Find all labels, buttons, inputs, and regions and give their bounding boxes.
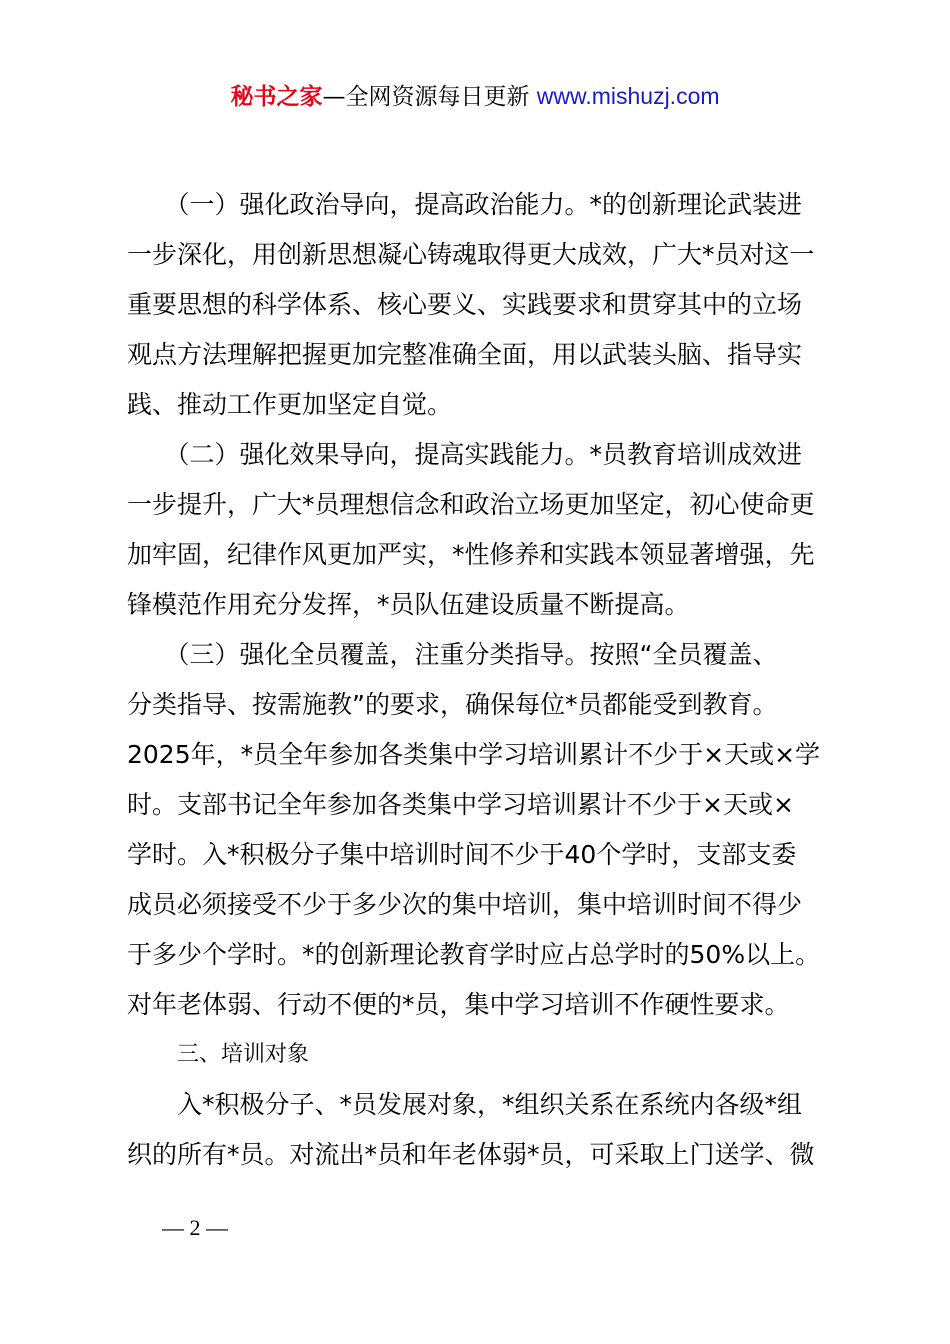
page-header — [0, 80, 950, 113]
paragraph-political-orientation: （一）强化政治导向，提高政治能力。*的创新理论武装进 一步深化，用创新思想凝心铸魂取得更大成效，广大*员对这一 重要思想的科学体系、核心要义、实践要求和贯穿其中的立场 观点方法理解把握更加完整准确全面，用以武装头脑、指导实 践、推动工作更加坚定自觉。 — [127, 190, 815, 419]
paragraph-full-coverage: （三）强化全员覆盖，注重分类指导。按照“全员覆盖、 分类指导、按需施教”的要求，确保每位*员都能受到教育。 2025年，*员全年参加各类集中学习培训累计不少于×天或×学 时。支部书记全年参加各类集中学习培训累计不少于×天或× 学时。入*积极分子集中培训时间不少于40个学时，支部支委 成员必须接受不少于多少次的集中培训，集中培训时间不得少 于多少个学时。*的创新理论教育学时应占总学时的50%以上。 对年老体弱、行动不便的*员，集中学习培训不作硬性要求。 — [127, 640, 821, 1019]
paragraph-training-targets: 入*积极分子、*员发展对象，*组织关系在系统内各级*组 织的所有*员。对流出*员和年老体弱*员，可采取上门送学、微 — [127, 1090, 815, 1169]
section-heading-training-targets: 三、培训对象 — [177, 1042, 310, 1067]
paragraph-effect-orientation: （二）强化效果导向，提高实践能力。*员教育培训成效进 一步提升，广大*员理想信念和政治立场更加坚定，初心使命更 加牢固，纪律作风更加严实，*性修养和实践本领显著增强，先 锋模范作用充分发挥，*员队伍建设质量不断提高。 — [127, 440, 815, 619]
header-tagline: —全网资源每日更新 — [322, 84, 537, 110]
header-brand: 秘书之家 — [230, 84, 323, 110]
header-url-link[interactable]: www.mishuzj.com — [536, 83, 720, 109]
document-body — [127, 180, 832, 1180]
page-number: — 2 — — [162, 1215, 228, 1240]
